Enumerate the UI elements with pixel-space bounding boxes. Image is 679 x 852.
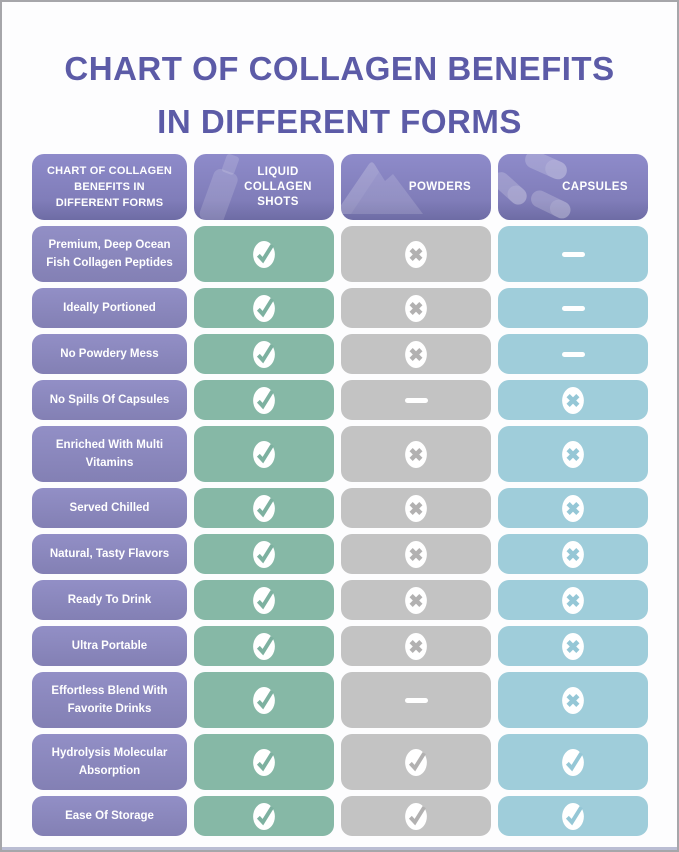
table-cell-check [194,488,334,528]
cross-icon [558,583,588,618]
check-icon [249,683,279,718]
table-cell-check [341,734,491,790]
table-cell-cross [341,426,491,482]
table-cell-check [194,380,334,420]
check-icon [249,383,279,418]
check-icon [249,337,279,372]
table-cell-check [194,626,334,666]
cross-icon [558,537,588,572]
table-cell-cross [498,426,648,482]
row-label: No Powdery Mess [32,334,187,374]
row-label: Ease Of Storage [32,796,187,836]
column-header-label: CAPSULES [562,180,628,193]
table-cell-cross [341,288,491,328]
cross-icon [558,491,588,526]
dash-icon [562,306,585,311]
row-label: Effortless Blend With Favorite Drinks [32,672,187,728]
table-cell-check [194,334,334,374]
comparison-table [32,154,677,836]
table-cell-cross [341,580,491,620]
cross-icon [401,629,431,664]
table-cell-cross [341,534,491,574]
cross-icon [401,291,431,326]
title-line-2: IN DIFFERENT FORMS [157,103,522,140]
check-icon [401,745,431,780]
column-header-capsules [498,154,648,220]
table-cell-dash [341,380,491,420]
table-cell-check [498,734,648,790]
check-icon [249,629,279,664]
column-header-liquid-collagen-shots [194,154,334,220]
bottom-accent-strip [2,847,677,850]
check-icon [249,799,279,834]
row-label: Ready To Drink [32,580,187,620]
table-cell-check [194,288,334,328]
check-icon [249,237,279,272]
table-cell-dash [498,226,648,282]
cross-icon [401,491,431,526]
table-cell-dash [498,334,648,374]
dash-icon [405,398,428,403]
check-icon [249,745,279,780]
cross-icon [558,437,588,472]
check-icon [249,291,279,326]
table-cell-check [194,580,334,620]
table-cell-check [498,796,648,836]
cross-icon [401,237,431,272]
check-icon [249,537,279,572]
cross-icon [558,383,588,418]
table-cell-cross [341,334,491,374]
row-label: Ideally Portioned [32,288,187,328]
corner-header-cell [32,154,187,220]
page-title [2,42,677,148]
dash-icon [562,352,585,357]
table-cell-check [194,734,334,790]
column-header-label: POWDERS [408,180,472,193]
row-label: No Spills Of Capsules [32,380,187,420]
cross-icon [401,437,431,472]
check-icon [401,799,431,834]
corner-header-text: CHART OF COLLAGEN BENEFITS IN DIFFERENT FORMS [47,165,173,209]
cross-icon [401,337,431,372]
table-cell-cross [498,626,648,666]
table-cell-cross [498,580,648,620]
row-label: Hydrolysis Molecular Absorption [32,734,187,790]
table-cell-dash [498,288,648,328]
dash-icon [405,698,428,703]
table-cell-check [194,426,334,482]
table-cell-check [194,226,334,282]
table-cell-check [194,672,334,728]
check-icon [249,437,279,472]
check-icon [558,799,588,834]
table-cell-cross [341,626,491,666]
table-cell-check [194,534,334,574]
row-label: Natural, Tasty Flavors [32,534,187,574]
column-header-powders [341,154,491,220]
cross-icon [558,629,588,664]
table-cell-cross [341,226,491,282]
table-cell-check [341,796,491,836]
table-cell-cross [341,488,491,528]
column-header-label: LIQUID COLLAGEN SHOTS [244,165,312,208]
table-cell-cross [498,380,648,420]
title-line-1: CHART OF COLLAGEN BENEFITS [64,50,615,87]
row-label: Ultra Portable [32,626,187,666]
row-label: Served Chilled [32,488,187,528]
table-cell-check [194,796,334,836]
row-label: Premium, Deep Ocean Fish Collagen Peptides [32,226,187,282]
table-cell-cross [498,488,648,528]
table-cell-dash [341,672,491,728]
table-cell-cross [498,534,648,574]
cross-icon [558,683,588,718]
check-icon [249,491,279,526]
check-icon [558,745,588,780]
check-icon [249,583,279,618]
cross-icon [401,583,431,618]
cross-icon [401,537,431,572]
table-cell-cross [498,672,648,728]
row-label: Enriched With Multi Vitamins [32,426,187,482]
dash-icon [562,252,585,257]
